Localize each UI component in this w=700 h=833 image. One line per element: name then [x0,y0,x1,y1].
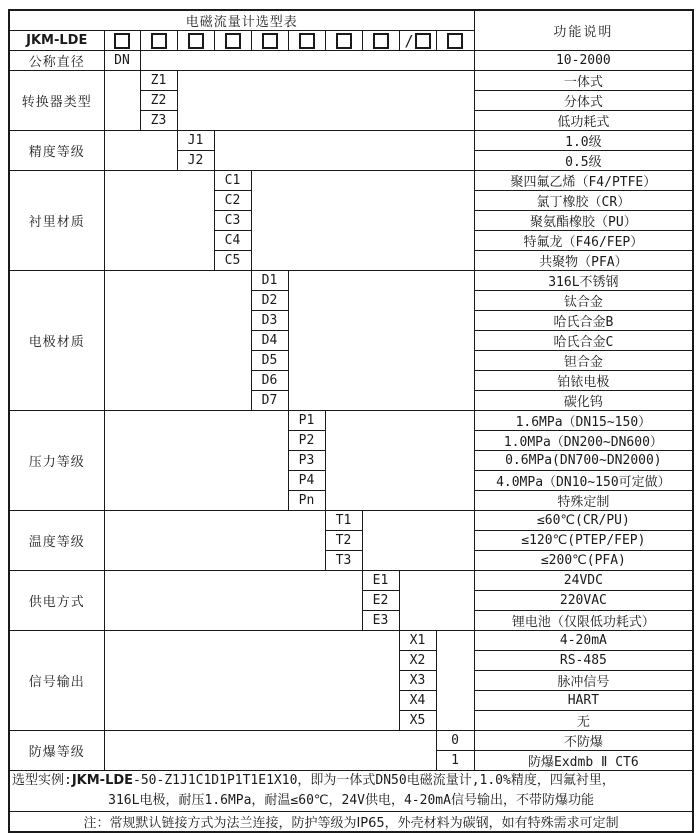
option-code: J1 [177,131,214,151]
option-description: 特殊定制 [474,491,693,511]
option-code: E2 [362,591,399,611]
option-description: 0.6MPa(DN700~DN2000) [474,451,693,471]
option-description: HART [474,691,693,711]
option-description: 钛合金 [474,291,693,311]
checkbox-icon [188,33,204,49]
option-code: Pn [288,491,325,511]
example-line-2: 316L电极，耐压1.6MPa，耐温≤60℃，24V供电，4-20mA信号输出，不带防爆功能 [108,793,594,808]
option-description: 220VAC [474,591,693,611]
option-code: T2 [325,531,362,551]
option-code: E3 [362,611,399,631]
dn-code: DN [104,51,140,71]
option-description: 聚氨酯橡胶（PU） [474,211,693,231]
option-description: 无 [474,711,693,731]
checkbox-icon [415,33,431,49]
right-filler-cell [251,171,474,271]
left-filler-cell [104,571,362,631]
right-filler-cell [362,511,474,571]
left-filler-cell [104,71,140,131]
option-code: C4 [214,231,251,251]
option-description: ≤200℃(PFA) [474,551,693,571]
option-description: 低功耗式 [474,111,693,131]
table-title: 电磁流量计选型表 [9,10,474,31]
right-filler-cell [399,571,474,631]
footer-note: 注：常规默认链接方式为法兰连接，防护等级为IP65，外壳材料为碳钢，如有特殊需求可定制 [9,812,693,833]
option-description: 分体式 [474,91,693,111]
checkbox-icon [373,33,389,49]
option-description: 钽合金 [474,351,693,371]
example-line-1 [12,771,690,791]
option-code: C1 [214,171,251,191]
dn-row-label: 公称直径 [9,51,104,71]
checkbox-icon [151,33,167,49]
option-description: 1.0MPa（DN200~DN600） [474,431,693,451]
left-filler-cell [104,171,214,271]
option-code: P2 [288,431,325,451]
section-label: 转换器类型 [9,71,104,131]
option-code: 1 [436,751,474,771]
option-code: Z2 [140,91,177,111]
model-digit-cell [140,31,177,51]
left-filler-cell [104,411,288,511]
option-description: 氯丁橡胶（CR） [474,191,693,211]
option-code: 0 [436,731,474,751]
option-code: X5 [399,711,436,731]
option-code: D2 [251,291,288,311]
section-label: 电极材质 [9,271,104,411]
option-description: 哈氏合金B [474,311,693,331]
option-code: T3 [325,551,362,571]
model-digit-cell [214,31,251,51]
section-label: 温度等级 [9,511,104,571]
section-label: 精度等级 [9,131,104,171]
option-description: 1.6MPa（DN15~150） [474,411,693,431]
option-code: D3 [251,311,288,331]
option-code: Z3 [140,111,177,131]
option-description: 4.0MPa（DN10~150可定做） [474,471,693,491]
model-prefix: JKM-LDE [9,31,104,51]
option-code: C5 [214,251,251,271]
flowmeter-selection-table [8,9,694,833]
model-digit-cell [436,31,474,51]
option-code: E1 [362,571,399,591]
checkbox-icon [336,33,352,49]
model-digit-cell [325,31,362,51]
model-digit-cell [399,31,436,51]
option-description: 4-20mA [474,631,693,651]
checkbox-icon [447,33,463,49]
right-filler-cell [436,631,474,731]
left-filler-cell [104,731,436,771]
option-description: 铂铱电极 [474,371,693,391]
option-code: D4 [251,331,288,351]
option-description: ≤120℃(PTEP/FEP) [474,531,693,551]
model-digit-cell [104,31,140,51]
option-description: 共聚物（PFA） [474,251,693,271]
option-code: P4 [288,471,325,491]
option-description: 不防爆 [474,731,693,751]
right-filler-cell [177,71,474,131]
option-description: ≤60℃(CR/PU) [474,511,693,531]
function-column-header: 功能说明 [474,10,693,51]
right-filler-cell [288,271,474,411]
option-code: D7 [251,391,288,411]
section-label: 防爆等级 [9,731,104,771]
selection-example-note [9,771,693,812]
option-code: C3 [214,211,251,231]
option-description: 0.5级 [474,151,693,171]
option-description: 一体式 [474,71,693,91]
option-description: 碳化钨 [474,391,693,411]
model-digit-cell [177,31,214,51]
option-description: 脉冲信号 [474,671,693,691]
dn-range-value: 10-2000 [474,51,693,71]
checkbox-icon [114,33,130,49]
example-line1-rest: -50-Z1J1C1D1P1T1E1X10，即为一体式DN50电磁流量计,1.0%精度，四氟衬里， [133,773,615,788]
section-label: 信号输出 [9,631,104,731]
model-digit-cell [251,31,288,51]
option-code: X3 [399,671,436,691]
left-filler-cell [104,271,251,411]
left-filler-cell [104,131,177,171]
option-code: T1 [325,511,362,531]
model-digit-cell [362,31,399,51]
section-label: 衬里材质 [9,171,104,271]
option-code: D5 [251,351,288,371]
option-description: 防爆Exdmb Ⅱ CT6 [474,751,693,771]
option-description: 哈氏合金C [474,331,693,351]
option-description: 24VDC [474,571,693,591]
option-description: 特氟龙（F46/FEP） [474,231,693,251]
option-code: X1 [399,631,436,651]
option-description: 316L不锈钢 [474,271,693,291]
option-code: D1 [251,271,288,291]
dn-filler-cell [140,51,474,71]
checkbox-icon [225,33,241,49]
option-code: Z1 [140,71,177,91]
option-code: X4 [399,691,436,711]
section-label: 供电方式 [9,571,104,631]
option-code: P1 [288,411,325,431]
model-digit-cell [288,31,325,51]
left-filler-cell [104,631,399,731]
right-filler-cell [214,131,474,171]
left-filler-cell [104,511,325,571]
slash-separator: / [404,31,414,50]
checkbox-icon [299,33,315,49]
option-description: 锂电池（仅限低功耗式） [474,611,693,631]
checkbox-icon [262,33,278,49]
option-description: RS-485 [474,651,693,671]
example-model-code: JKM-LDE [71,773,134,788]
example-prefix: 选型实例: [12,773,72,788]
option-code: D6 [251,371,288,391]
right-filler-cell [325,411,474,511]
option-code: J2 [177,151,214,171]
option-code: X2 [399,651,436,671]
section-label: 压力等级 [9,411,104,511]
option-code: P3 [288,451,325,471]
option-description: 1.0级 [474,131,693,151]
option-description: 聚四氟乙烯（F4/PTFE） [474,171,693,191]
option-code: C2 [214,191,251,211]
